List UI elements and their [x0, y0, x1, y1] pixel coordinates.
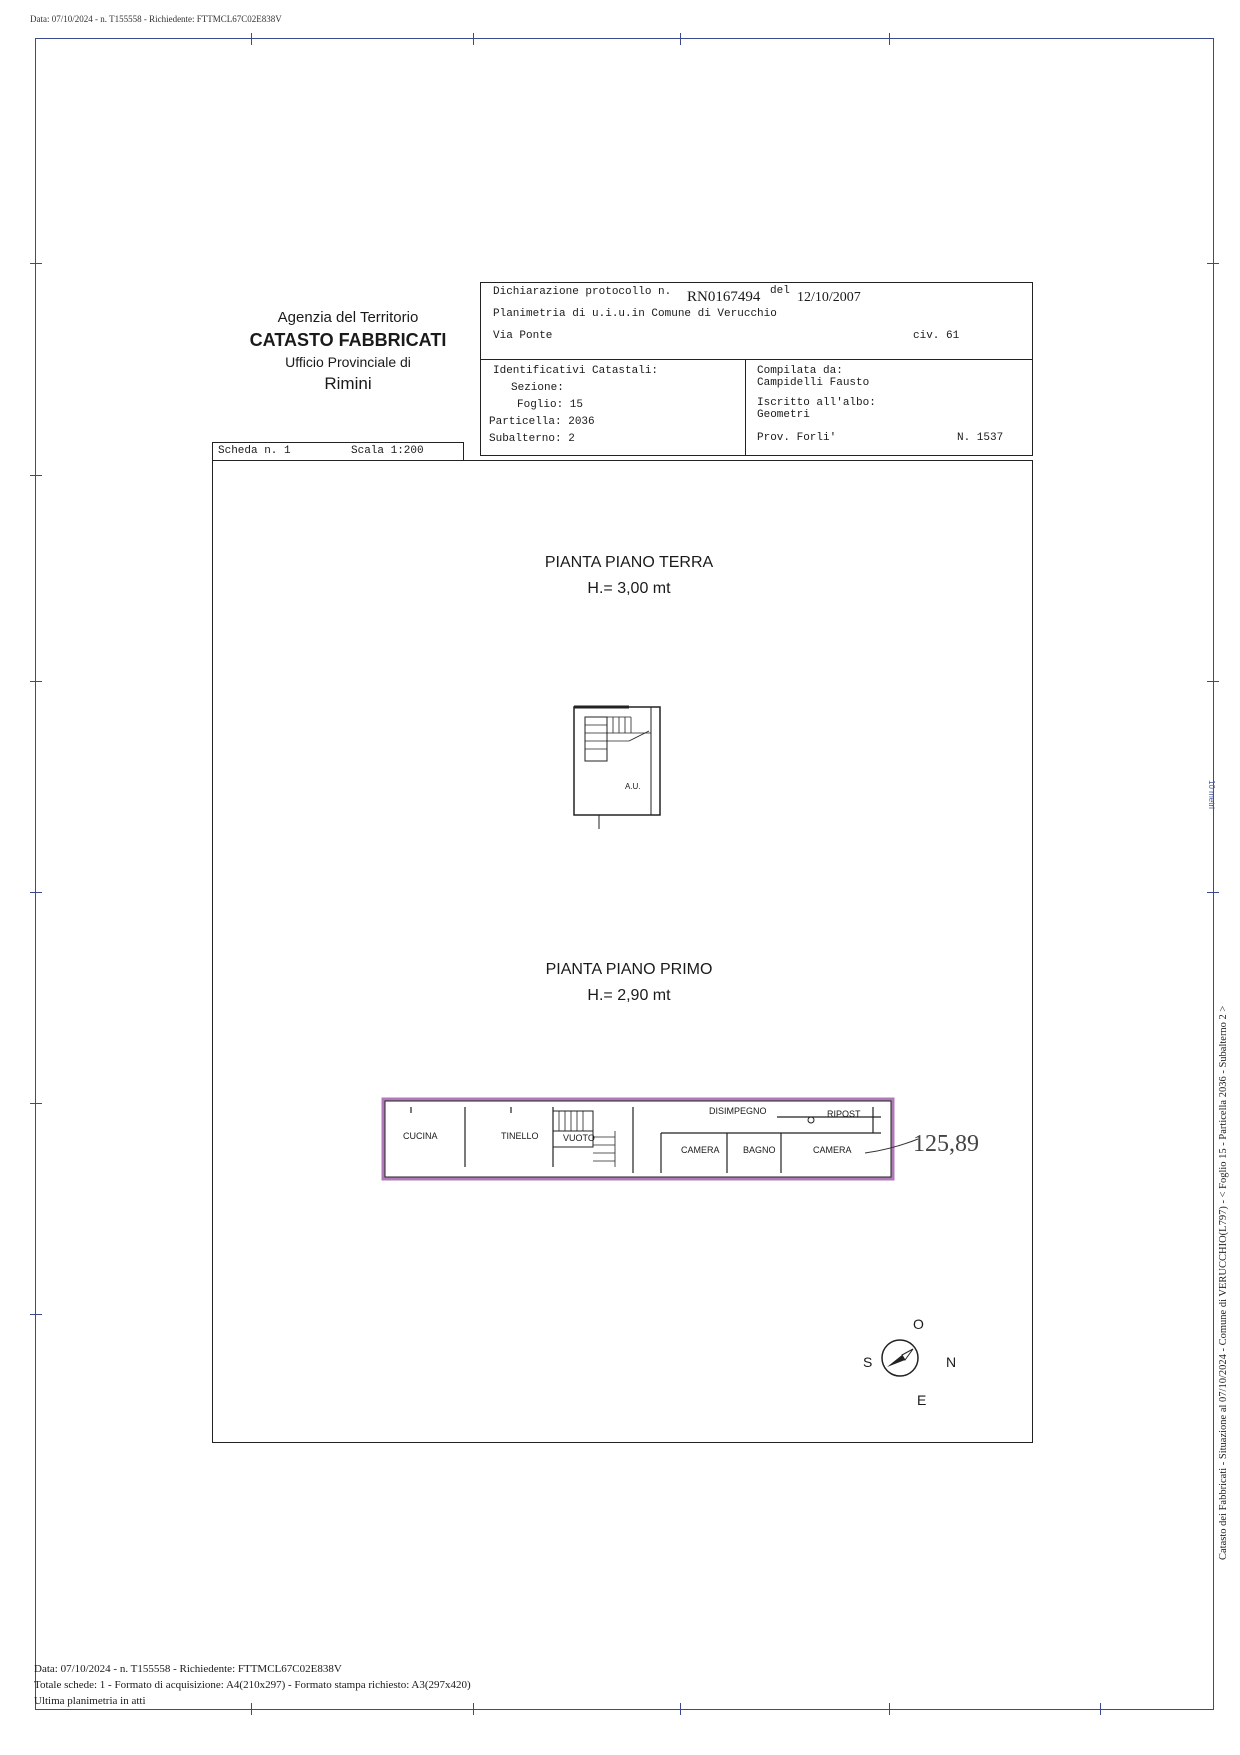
- albo-value: Geometri: [757, 409, 810, 421]
- declaration-box: [480, 282, 1033, 456]
- sezione-line: Sezione:: [511, 382, 564, 394]
- scala-label: Scala 1:200: [351, 445, 424, 457]
- foglio-line: Foglio: 15: [517, 399, 584, 411]
- compass-s: S: [863, 1354, 873, 1370]
- city-label: Rimini: [324, 374, 372, 393]
- compass-o: O: [913, 1316, 924, 1332]
- header-top-line: Data: 07/10/2024 - n. T155558 - Richiedente: FTTMCL67C02E838V: [30, 14, 282, 24]
- compilata-label: Compilata da:: [757, 365, 843, 377]
- agency-name: Agenzia del Territorio: [277, 309, 419, 326]
- room-camera-1: CAMERA: [681, 1145, 720, 1155]
- room-tinello: TINELLO: [501, 1131, 539, 1141]
- room-vuoto: VUOTO: [563, 1133, 595, 1143]
- agency-block: [228, 310, 468, 392]
- iscritto-label: Iscritto all'albo:: [757, 397, 876, 409]
- footer-line-2: Totale schede: 1 - Formato di acquisizione: A4(210x297) - Formato stampa richiesto: A3(297x420): [34, 1679, 471, 1691]
- first-floor-plan: [381, 1097, 901, 1187]
- scheda-label: Scheda n. 1: [218, 445, 291, 457]
- compilata-name: Campidelli Fausto: [757, 377, 870, 389]
- terra-height: H.= 3,00 mt: [587, 580, 671, 597]
- compass-e: E: [917, 1392, 927, 1408]
- primo-title: PIANTA PIANO PRIMO: [545, 961, 713, 978]
- room-disimpegno: DISIMPEGNO: [709, 1106, 767, 1116]
- particella-line: Particella: 2036: [489, 416, 595, 428]
- via-line: Via Ponte: [493, 330, 553, 342]
- footer-line-3: Ultima planimetria in atti: [34, 1695, 146, 1707]
- compass-n: N: [946, 1354, 957, 1370]
- primo-height: H.= 2,90 mt: [587, 987, 671, 1004]
- protocol-date: 12/10/2007: [797, 290, 861, 305]
- room-camera-2: CAMERA: [813, 1145, 852, 1155]
- prov-value: Prov. Forli': [757, 432, 837, 444]
- protocol-number: RN0167494: [687, 289, 761, 305]
- ident-label: Identificativi Catastali:: [493, 365, 659, 377]
- room-bagno: BAGNO: [743, 1145, 776, 1155]
- civ-line: civ. 61: [913, 330, 960, 342]
- catasto-title: CATASTO FABBRICATI: [249, 330, 447, 350]
- ufficio-label: Ufficio Provinciale di: [285, 354, 411, 370]
- subalterno-line: Subalterno: 2: [489, 433, 575, 445]
- vertical-scale-text: 10 metri: [1207, 780, 1216, 809]
- drawing-area: [212, 460, 1033, 1443]
- vertical-situation-text: Catasto dei Fabbricati - Situazione al 07/10/2024 - Comune di VERUCCHIO(L797) - < Foglio 15 - Particella 2036 - Subalterno 2 >: [1218, 1005, 1229, 1560]
- ground-floor-plan: [573, 701, 673, 831]
- room-riposto: RIPOST: [827, 1109, 861, 1119]
- compass-icon: [879, 1337, 921, 1379]
- protocol-label: Dichiarazione protocollo n.: [493, 286, 672, 298]
- footer-line-1: Data: 07/10/2024 - n. T155558 - Richiedente: FTTMCL67C02E838V: [34, 1663, 342, 1675]
- handwritten-area: 125,89: [913, 1131, 979, 1157]
- del-label: del: [770, 285, 790, 297]
- room-cucina: CUCINA: [403, 1131, 438, 1141]
- planimetria-line: Planimetria di u.i.u.in Comune di Verucchio: [493, 308, 777, 320]
- scheda-box: [212, 442, 464, 461]
- albo-number: N. 1537: [957, 432, 1004, 444]
- au-label: A.U.: [625, 782, 641, 791]
- terra-title: PIANTA PIANO TERRA: [544, 554, 714, 571]
